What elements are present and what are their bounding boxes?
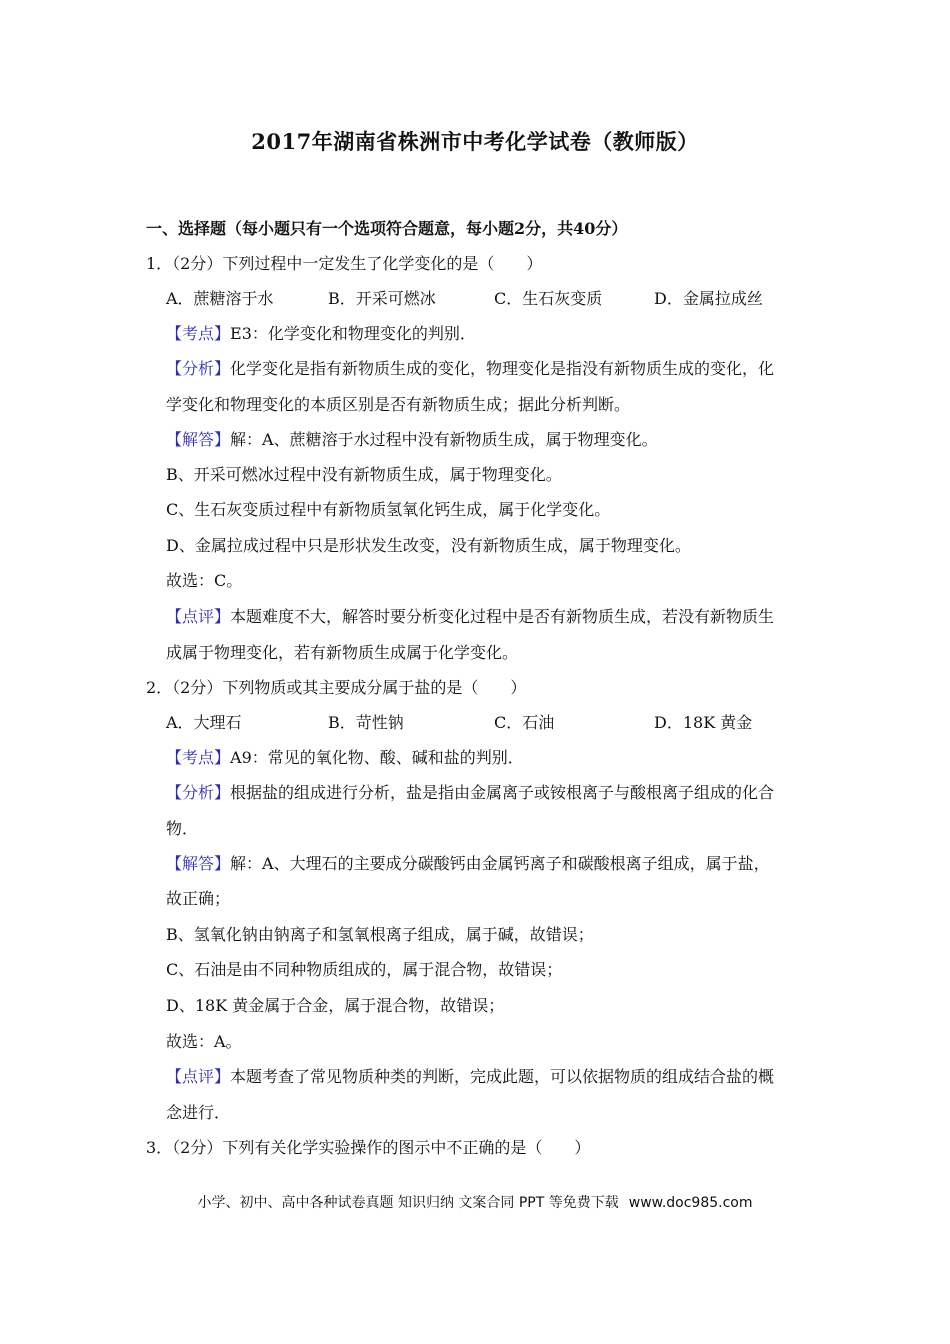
q2-option-d: D．18K 黄金 — [654, 713, 753, 732]
q1-option-b: B．开采可燃冰 — [328, 289, 436, 308]
kaodian-tag: 【考点】 — [166, 748, 231, 767]
dianping-tag: 【点评】 — [166, 1067, 231, 1086]
section-heading: 一、选择题（每小题只有一个选项符合题意，每小题2分，共40分） — [146, 219, 628, 238]
q1-jieda — [166, 429, 658, 451]
fenxi-tag: 【分析】 — [166, 359, 231, 378]
q2-fenxi-line-1: 根据盐的组成进行分析，盐是指由金属离子或铵根离子与酸根离子组成的化合 — [230, 783, 775, 802]
q1-fenxi — [166, 358, 774, 380]
q1-option-c: C．生石灰变质 — [494, 289, 603, 308]
q2-stem: 2．（2分）下列物质或其主要成分属于盐的是（ ） — [146, 678, 527, 697]
q2-answer: 故选：A。 — [166, 1032, 242, 1051]
q2-jieda-line-2: 故正确； — [166, 889, 231, 908]
q2-jieda — [166, 853, 770, 875]
q1-jieda-line-3: C、生石灰变质过程中有新物质氢氧化钙生成，属于化学变化。 — [166, 500, 611, 519]
q3-stem: 3．（2分）下列有关化学实验操作的图示中不正确的是（ ） — [146, 1138, 591, 1157]
jieda-tag: 【解答】 — [166, 854, 231, 873]
q1-dianping-line-2: 成属于物理变化，若有新物质生成属于化学变化。 — [166, 643, 519, 662]
dianping-tag: 【点评】 — [166, 607, 231, 626]
q2-dianping-line-1: 本题考查了常见物质种类的判断，完成此题，可以依据物质的组成结合盐的概 — [230, 1067, 775, 1086]
kaodian-tag: 【考点】 — [166, 324, 231, 343]
q2-kaodian-text: A9：常见的氧化物、酸、碱和盐的判别． — [230, 748, 524, 767]
page-title: 2017年湖南省株洲市中考化学试卷（教师版） — [251, 129, 699, 154]
q1-fenxi-line-2: 学变化和物理变化的本质区别是否有新物质生成；据此分析判断。 — [166, 395, 631, 414]
q1-dianping-line-1: 本题难度不大，解答时要分析变化过程中是否有新物质生成，若没有新物质生 — [230, 607, 775, 626]
q2-jieda-line-5: D、18K 黄金属于合金，属于混合物，故错误； — [166, 996, 505, 1015]
q1-stem: 1．（2分）下列过程中一定发生了化学变化的是（ ） — [146, 254, 543, 273]
q2-jieda-line-4: C、石油是由不同种物质组成的，属于混合物，故错误； — [166, 960, 563, 979]
q2-option-b: B．苛性钠 — [328, 713, 404, 732]
q2-fenxi-line-2: 物． — [166, 819, 199, 838]
page-footer — [0, 1192, 950, 1212]
q2-dianping — [166, 1066, 774, 1088]
q1-jieda-line-2: B、开采可燃冰过程中没有新物质生成，属于物理变化。 — [166, 465, 562, 484]
q1-jieda-line-4: D、金属拉成过程中只是形状发生改变，没有新物质生成，属于物理变化。 — [166, 536, 691, 555]
q1-kaodian — [166, 323, 476, 345]
q1-option-d: D．金属拉成丝 — [654, 289, 763, 308]
q2-fenxi — [166, 782, 774, 804]
q1-dianping — [166, 606, 774, 628]
q2-option-c: C．石油 — [494, 713, 555, 732]
q1-kaodian-text: E3：化学变化和物理变化的判别． — [230, 324, 476, 343]
footer-url[interactable]: www.doc985.com — [628, 1195, 753, 1211]
jieda-tag: 【解答】 — [166, 430, 231, 449]
q1-option-a: A．蔗糖溶于水 — [166, 289, 274, 308]
q2-kaodian — [166, 747, 524, 769]
q2-option-a: A．大理石 — [166, 713, 242, 732]
q1-fenxi-line-1: 化学变化是指有新物质生成的变化，物理变化是指没有新物质生成的变化，化 — [230, 359, 775, 378]
q1-jieda-line-1: 解：A、蔗糖溶于水过程中没有新物质生成，属于物理变化。 — [230, 430, 658, 449]
q2-dianping-line-2: 念进行． — [166, 1103, 231, 1122]
q2-jieda-line-3: B、氢氧化钠由钠离子和氢氧根离子组成，属于碱，故错误； — [166, 925, 594, 944]
fenxi-tag: 【分析】 — [166, 783, 231, 802]
q2-jieda-line-1: 解：A、大理石的主要成分碳酸钙由金属钙离子和碳酸根离子组成，属于盐， — [230, 854, 770, 873]
q1-answer: 故选：C。 — [166, 571, 243, 590]
footer-text: 小学、初中、高中各种试卷真题 知识归纳 文案合同 PPT 等免费下载 — [197, 1195, 619, 1211]
